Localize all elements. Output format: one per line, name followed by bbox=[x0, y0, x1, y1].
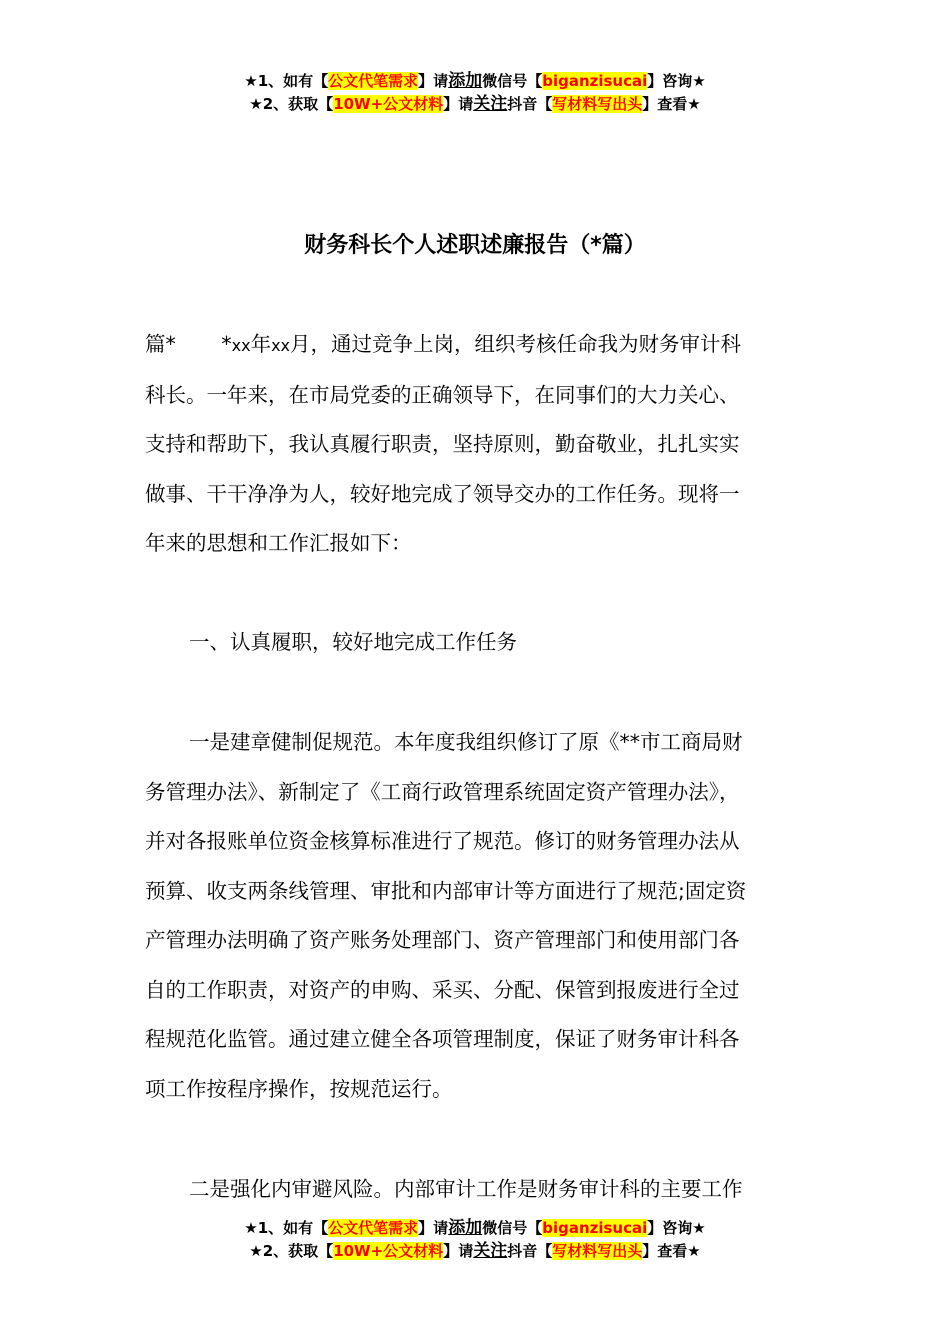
text-line: 一是建章健制促规范。本年度我组织修订了原《**市工商局财 bbox=[189, 730, 743, 754]
highlight-wechat-id: biganzisucai bbox=[542, 72, 648, 90]
text-line: 做事、干干净净为人，较好地完成了领导交办的工作任务。现将一 bbox=[145, 481, 740, 506]
text-line: 预算、收支两条线管理、审批和内部审计等方面进行了规范;固定资 bbox=[145, 878, 747, 903]
underline-follow: 关注 bbox=[473, 94, 508, 114]
intro-year: 年 bbox=[250, 332, 272, 356]
banner-text: 抖音【 bbox=[507, 1242, 553, 1260]
highlight-service: 公文代笔需求 bbox=[328, 1219, 419, 1237]
highlight-service: 公文代笔需求 bbox=[328, 72, 419, 90]
banner-text: ★1、如有【 bbox=[244, 72, 329, 90]
bottom-banner bbox=[0, 1217, 950, 1263]
banner-line-2 bbox=[0, 93, 950, 116]
underline-follow: 关注 bbox=[473, 1241, 508, 1261]
intro-gap: * bbox=[175, 332, 232, 356]
text-line: 自的工作职责，对资产的申购、采买、分配、保管到报废进行全过 bbox=[145, 977, 740, 1002]
banner-text: ★2、获取【 bbox=[249, 95, 334, 113]
banner-text: 】请 bbox=[443, 1242, 474, 1260]
highlight-douyin: 写材料写出头 bbox=[552, 95, 643, 113]
text-line bbox=[145, 320, 845, 371]
text-line: 年来的思想和工作汇报如下： bbox=[145, 531, 412, 555]
intro-paragraph bbox=[145, 320, 845, 569]
text-line: 程规范化监管。通过建立健全各项管理制度，保证了财务审计科各 bbox=[145, 1027, 740, 1051]
text-line: 支持和帮助下，我认真履行职责，坚持原则，勤奋敬业，扎扎实实 bbox=[145, 432, 740, 456]
banner-text: 】请 bbox=[418, 72, 449, 90]
text-line: 并对各报账单位资金核算标准进行了规范。修订的财务管理办法从 bbox=[145, 829, 740, 853]
text-line: 二是强化内审避风险。内部审计工作是财务审计科的主要工作 bbox=[189, 1177, 743, 1201]
banner-text: 】查看★ bbox=[642, 95, 701, 113]
document-title: 财务科长个人述职述廉报告（*篇） bbox=[304, 233, 646, 258]
banner-text: 】查看★ bbox=[642, 1242, 701, 1260]
banner-line-1 bbox=[0, 70, 950, 93]
banner-text: 抖音【 bbox=[507, 95, 553, 113]
body-paragraph-2 bbox=[145, 1165, 845, 1215]
banner-text: ★1、如有【 bbox=[244, 1219, 329, 1237]
banner-text: ★2、获取【 bbox=[249, 1242, 334, 1260]
section-heading bbox=[145, 618, 845, 668]
banner-text: 】请 bbox=[443, 95, 474, 113]
top-banner bbox=[0, 70, 950, 116]
highlight-material: 10W+公文材料 bbox=[333, 95, 444, 113]
highlight-wechat-id: biganzisucai bbox=[542, 1219, 648, 1237]
intro-lead: 篇* bbox=[145, 332, 176, 356]
underline-add: 添加 bbox=[448, 71, 483, 91]
intro-rest: 月，通过竞争上岗，组织考核任命我为财务审计科 bbox=[290, 332, 741, 356]
underline-add: 添加 bbox=[448, 1218, 483, 1238]
text-line: 务管理办法》、新制定了《工商行政管理系统固定资产管理办法》， bbox=[145, 779, 740, 804]
banner-line-2 bbox=[0, 1240, 950, 1263]
banner-text: 微信号【 bbox=[482, 72, 543, 90]
banner-text: 微信号【 bbox=[482, 1219, 543, 1237]
body-paragraph-1 bbox=[145, 718, 845, 1114]
text-line: 产管理办法明确了资产账务处理部门、资产管理部门和使用部门各 bbox=[145, 928, 740, 952]
intro-xx: xx bbox=[271, 336, 290, 355]
banner-text: 】咨询★ bbox=[647, 72, 706, 90]
banner-line-1 bbox=[0, 1217, 950, 1240]
heading-text: 一、认真履职，较好地完成工作任务 bbox=[189, 630, 517, 654]
text-line: 项工作按程序操作，按规范运行。 bbox=[145, 1076, 453, 1101]
intro-xx: xx bbox=[231, 336, 251, 355]
banner-text: 】请 bbox=[418, 1219, 449, 1237]
banner-text: 】咨询★ bbox=[647, 1219, 706, 1237]
text-line: 科长。一年来，在市局党委的正确领导下，在同事们的大力关心、 bbox=[145, 382, 740, 407]
highlight-material: 10W+公文材料 bbox=[333, 1242, 444, 1260]
highlight-douyin: 写材料写出头 bbox=[552, 1242, 643, 1260]
